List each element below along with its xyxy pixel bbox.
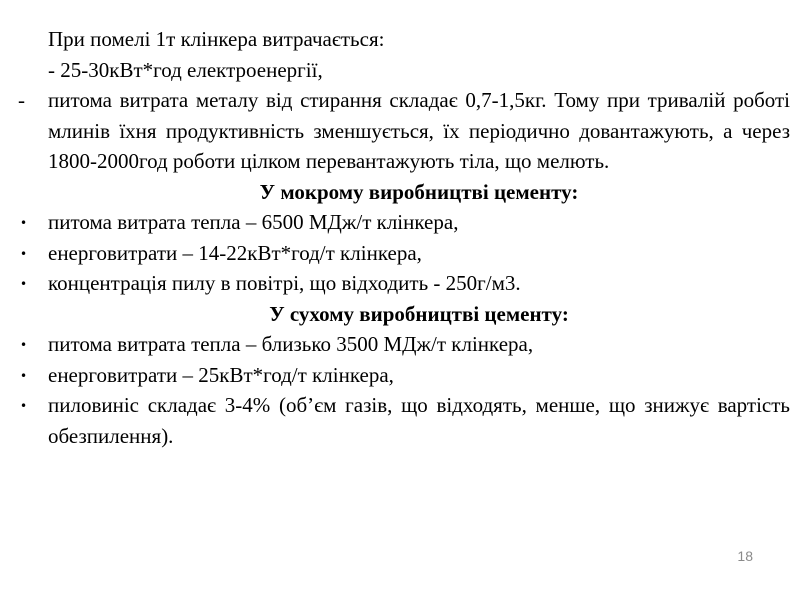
wet-item-text: енерговитрати – 14-22кВт*год/т клінкера, [48,240,422,265]
bullet-icon: • [20,216,28,230]
wet-item-2 [18,238,790,269]
slide-body [18,24,790,451]
bullet-icon: • [20,368,28,383]
dry-item-2 [18,360,790,391]
bullet-icon: • [20,246,28,261]
wet-item-1 [18,207,790,238]
wet-item-text: концентрація пилу в повітрі, що відходить - 250г/м3. [48,271,521,295]
intro-text: При помелі 1т клінкера витрачається: [48,27,385,51]
dry-process-heading: У сухому виробництві цементу: [269,301,569,326]
wet-process-heading: У мокрому виробництві цементу: [259,179,579,204]
dry-item-text: пиловиніс складає 3-4% (об’єм газів, що відходять, менше, що знижує вартість обезпилення). [48,393,790,448]
dry-item-text: питома витрата тепла – близько 3500 МДж/т клінкера, [48,332,534,356]
bullet-icon: • [20,277,28,291]
intro-energy-text: - 25-30кВт*год електроенергії, [48,57,323,82]
dry-item-3 [18,390,790,451]
intro-line [18,24,790,55]
dry-item-text: енерговитрати – 25кВт*год/т клінкера, [48,362,394,387]
bullet-icon: • [20,338,28,352]
intro-energy-line [18,55,790,86]
dry-item-1 [18,329,790,360]
metal-wear-item [18,85,790,177]
bullet-icon: • [20,399,28,413]
wet-item-3 [18,268,790,299]
page-number: 18 [737,548,753,564]
metal-wear-text: питома витрата металу від стирання складає 0,7-1,5кг. Тому при тривалій роботі млинів їхня продуктивність зменшується, їх періодично довантажують, а через 1800-2000год роботи цілком перевантажують тіла, що мелють. [48,88,790,173]
dash-marker: - [18,88,25,112]
wet-item-text: питома витрата тепла – 6500 МДж/т клінкера, [48,210,459,234]
